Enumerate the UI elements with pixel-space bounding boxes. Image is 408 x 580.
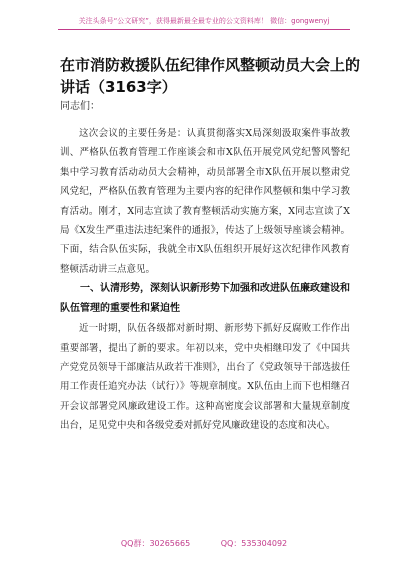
header-note: 关注头条号“公文研究”，获得最新最全最专业的公文资料库！ 微信：gongwenyj <box>78 17 330 25</box>
qq-group-label: QQ群：30265665 <box>120 539 191 548</box>
body-paragraph: 这次会议的主要任务是：认真贯彻落实X局深刻汲取案件事故教训、严格队伍教育管理工作座谈会和市X队伍开展党风党纪警风警纪集中学习教育活动动员大会精神，动员部署全市X队伍开展以整肃党风党纪，严格队伍教育管理为主要内容的纪律作风整顿和集中学习教育活动。刚才，X同志宣读了教育整顿活动实施方案，X同志宣读了X局《X发生严重违法违纪案件的通报》，传达了上级领导座谈会精神。下面，结合队伍实际，我就全市X队伍组织开展好这次纪律作风教育整顿活动讲三点意见。 <box>60 128 350 275</box>
qq-label: QQ：535304092 <box>220 539 288 548</box>
section-heading: 一、认清形势，深刻认识新形势下加强和改进队伍廉政建设和队伍管理的重要性和紧迫性 <box>60 283 350 315</box>
document-body <box>60 124 350 436</box>
document-title: 在市消防救援队伍纪律作风整顿动员大会上的讲话（3163字） <box>60 56 361 96</box>
footer-contact <box>0 538 408 549</box>
greeting: 同志们： <box>60 101 100 112</box>
header-divider <box>58 29 350 30</box>
body-paragraph: 近一时期，队伍各级都对新时期、新形势下抓好反腐败工作作出重要部署，提出了新的要求。年初以来，党中央相继印发了《中国共产党党员领导干部廉洁从政若干准则》，出台了《党政领导干部选拔任用工作责任追究办法（试行）》等规章制度。X队伍由上而下也相继召开会议部署党风廉政建设工作。这种高密度会议部署和大量规章制度出台，足见党中央和各级党委对抓好党风廉政建设的态度和决心。 <box>60 323 350 432</box>
